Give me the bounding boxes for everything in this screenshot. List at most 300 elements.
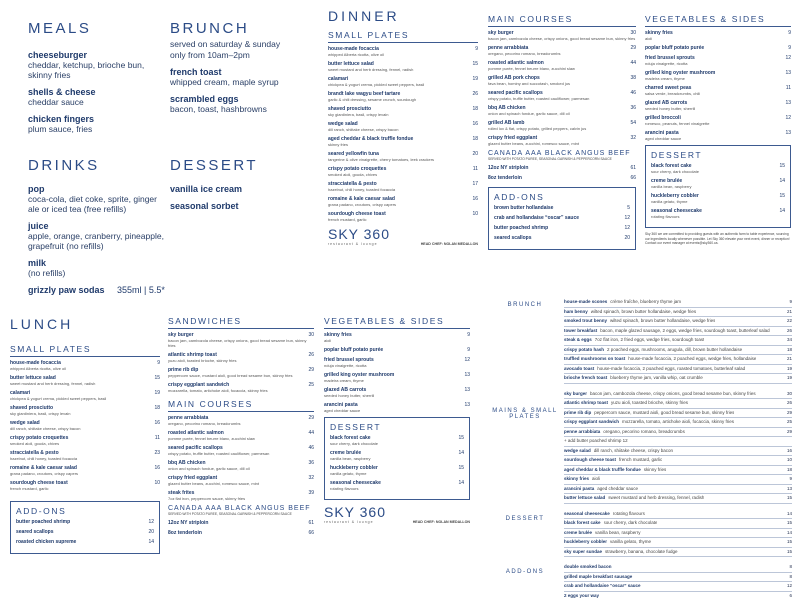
menu-item-name xyxy=(28,221,168,231)
item-price: 12 xyxy=(785,55,791,61)
row-description: sour cherry, dark chocolate xyxy=(603,520,658,525)
menu-item-description: hazelnut, chili honey, toasted focaccia xyxy=(328,187,396,192)
menu-item-description: crispy potato, truffle butter, roasted cauliflower, parmesan xyxy=(488,96,590,101)
menu-item xyxy=(324,372,470,383)
menu-item xyxy=(10,480,160,491)
menu-item-name xyxy=(170,184,310,194)
menu-item xyxy=(494,225,630,231)
menu-row xyxy=(564,298,792,308)
item-price: 355ml | 5.5* xyxy=(114,285,165,295)
row-name: double smoked bacon xyxy=(564,564,612,569)
menu-item xyxy=(168,460,314,471)
item-price: 10 xyxy=(472,211,478,217)
item-name: prime rib dip xyxy=(168,367,199,373)
item-name: creme brulée xyxy=(651,178,683,184)
menu-item xyxy=(488,30,636,41)
item-name: brown butter hollandaise xyxy=(494,204,554,211)
item-name: shells & cheese xyxy=(28,87,96,97)
menu-item-description: yuzu aioli, toasted brioche, skinny fries xyxy=(168,358,237,363)
meals-list xyxy=(28,50,158,134)
brunch-block xyxy=(486,298,792,384)
item-name: french toast xyxy=(170,67,222,77)
lunch-sides-panel xyxy=(324,316,470,524)
item-name: 12oz NY striploin xyxy=(488,164,529,171)
item-name: seared yellowfin tuna xyxy=(328,151,379,157)
dinner-mains-panel xyxy=(488,14,636,250)
menu-item-description: tangerine & olive vinaigrette, cherry tomatoes, leek crackers xyxy=(328,157,435,162)
item-price: 32 xyxy=(630,135,636,141)
menu-item-name xyxy=(28,258,168,268)
lunch-main-list xyxy=(168,415,314,501)
item-price: 66 xyxy=(630,174,636,181)
menu-row xyxy=(564,428,792,438)
dinner-addons-box xyxy=(488,187,636,250)
menu-row xyxy=(564,308,792,318)
item-price: 16 xyxy=(154,420,160,426)
item-name: brandt lake wagyu beef tartare xyxy=(328,91,401,97)
row-price: 25 xyxy=(786,419,792,424)
menu-item-description: chickpea & yogurt crema, pickled sweet peppers, basil xyxy=(10,396,107,401)
row-price: 26 xyxy=(786,400,792,405)
item-price: 17 xyxy=(472,181,478,187)
item-name: butter poached shrimp xyxy=(494,224,549,231)
mains-block xyxy=(486,390,792,504)
row-description: wilted spinach, brown butter hollandaise, wedge fries xyxy=(610,318,716,323)
item-name: 12oz NY striploin xyxy=(168,519,209,526)
row-price: 22 xyxy=(786,318,792,323)
row-price: 15 xyxy=(786,520,792,525)
menu-item-description: sweet mustard and herb dressing, fennel, radish xyxy=(10,381,96,386)
menu-row xyxy=(564,346,792,356)
row-price: 10 xyxy=(786,457,792,462)
menu-row xyxy=(564,456,792,466)
menu-item xyxy=(645,70,791,81)
dinner-veg-list xyxy=(645,30,791,141)
item-name: huckleberry cobbler xyxy=(651,193,699,199)
menu-item xyxy=(170,67,320,87)
row-price: 34 xyxy=(786,337,792,342)
item-price: 12 xyxy=(148,519,154,525)
item-price: 15 xyxy=(458,435,464,441)
row-name: huckleberry cobbler xyxy=(564,539,608,544)
row-description: 7oz flat iron, 2 fried eggs, wedge fries, sourdough toast xyxy=(594,337,705,342)
menu-item-description: whipped Alberta ricotta, olive oil xyxy=(328,52,385,57)
dinner-main-list xyxy=(488,30,636,146)
menu-item-description: apple, orange, cranberry, pineapple, grapefruit (no refills) xyxy=(28,231,164,251)
menu-item-description: peppercorn sauce, mustard aioli, good bread sesame bun, skinny fries xyxy=(168,373,293,378)
mains-rows xyxy=(564,390,792,504)
menu-item xyxy=(645,55,791,66)
row-description: bacon jam, cambozola cheese, crispy onions, good bread sesame bun, skinny fries xyxy=(590,390,756,396)
menu-item-name xyxy=(645,45,791,51)
lunch-addons-list xyxy=(16,519,154,545)
menu-item-name xyxy=(488,175,636,181)
item-price: 9 xyxy=(788,30,791,36)
menu-item xyxy=(328,76,478,87)
menu-item xyxy=(488,165,636,171)
dessert-rows xyxy=(564,510,792,558)
menu-item xyxy=(28,87,158,107)
menu-item xyxy=(488,135,636,146)
meals-heading: MEALS xyxy=(28,20,92,37)
menu-row xyxy=(564,317,792,327)
drinks-heading: DRINKS xyxy=(28,157,100,174)
menu-item-description: sky giardiniera, basil, crispy levain xyxy=(328,112,389,117)
row-description: house-made focaccia, 2 poached eggs, roasted tomatoes, butterleaf salad xyxy=(597,365,746,371)
drinks-list xyxy=(28,184,168,295)
menu-item xyxy=(330,435,464,446)
item-price: 46 xyxy=(630,90,636,96)
item-name: stracciatella & pesto xyxy=(10,450,59,456)
item-name: romaine & kale caesar salad xyxy=(10,465,77,471)
dinner-dessert-list xyxy=(651,163,785,219)
menu-item-name xyxy=(324,347,470,353)
menu-row xyxy=(564,538,792,548)
menu-item-description: smoked aioli, gouda, chives xyxy=(10,441,60,446)
menu-row xyxy=(564,582,792,592)
row-price: 9 xyxy=(789,299,792,304)
menu-item xyxy=(488,60,636,71)
row-price: 6 xyxy=(789,592,792,598)
item-price: 13 xyxy=(785,70,791,76)
row-description: skinny fries xyxy=(643,466,667,472)
item-price: 16 xyxy=(472,121,478,127)
menu-item xyxy=(16,519,154,525)
item-price: 54 xyxy=(630,120,636,126)
menu-item-description: vanilla bean, raspberry xyxy=(651,184,692,189)
menu-item-name xyxy=(168,530,314,536)
item-price: 66 xyxy=(308,529,314,536)
menu-item xyxy=(330,465,464,476)
lunch-addons-box xyxy=(10,501,160,554)
item-name: butter poached shrimp xyxy=(16,519,71,525)
menu-item-description: bacon jam, cambozola cheese, crispy onions, good bread sesame bun, skinny fries xyxy=(488,36,636,41)
row-description: + add butter poached shrimp 12 xyxy=(564,438,628,443)
item-price: 10 xyxy=(154,480,160,486)
item-price: 30 xyxy=(308,332,314,338)
menu-item xyxy=(16,539,154,545)
menu-item xyxy=(651,208,785,219)
dinner-main-courses-heading: MAIN COURSES xyxy=(488,14,636,27)
row-price: 16 xyxy=(786,447,792,453)
row-name: house-made scones xyxy=(564,299,608,304)
menu-item-description: sky giardiniera, basil, crispy levain xyxy=(10,411,71,416)
item-price: 11 xyxy=(154,435,160,441)
item-price: 13 xyxy=(785,100,791,106)
menu-item-description: madeira cream, thyme xyxy=(324,378,364,383)
row-description: crème fraîche, blueberry thyme jam xyxy=(610,299,682,304)
menu-row xyxy=(564,327,792,337)
menu-item-name xyxy=(494,205,630,211)
item-name: sky burger xyxy=(168,332,194,338)
menu-item-description: sweet mustard and herb dressing, fennel, radish xyxy=(328,67,414,72)
item-price: 13 xyxy=(464,387,470,393)
dinner-beef-note: SERVED WITH POTATO PUREE, SEASONAL GARNISH & PEPPERCORN SAUCE xyxy=(488,157,612,161)
item-name: seasonal sorbet xyxy=(170,201,239,211)
menu-item-description: grana padano, croutons, crispy capers xyxy=(328,202,397,207)
menu-item-description: rotating flavours xyxy=(330,486,359,491)
menu-row xyxy=(564,336,792,346)
row-price: 18 xyxy=(786,346,792,352)
lunch-beef-note: SERVED WITH POTATO PUREE, SEASONAL GARNISH & PEPPERCORN SAUCE xyxy=(168,512,292,516)
menu-item xyxy=(488,90,636,101)
menu-item xyxy=(170,201,310,211)
row-name: arancini pasta xyxy=(564,485,595,491)
row-name: black forest cake xyxy=(564,520,601,525)
row-description: aioli xyxy=(592,476,601,481)
item-name: seared scallops xyxy=(16,529,54,535)
menu-item-name xyxy=(28,285,168,295)
item-price: 26 xyxy=(308,352,314,358)
menu-item-description: nduja vinaigrette, ricotta xyxy=(324,363,367,368)
item-name: arancini pasta xyxy=(645,130,679,136)
row-name: sourdough cheese toast xyxy=(564,457,617,462)
item-name: vanilla ice cream xyxy=(170,184,243,194)
menu-item xyxy=(328,151,478,162)
item-price: 36 xyxy=(630,105,636,111)
menu-item xyxy=(328,136,478,147)
item-price: 46 xyxy=(308,445,314,451)
menu-item-name xyxy=(28,184,168,194)
menu-item xyxy=(645,130,791,141)
item-price: 18 xyxy=(154,405,160,411)
item-price: 13 xyxy=(785,130,791,136)
item-price: 12 xyxy=(624,224,630,231)
row-name: ham benny xyxy=(564,308,588,314)
menu-item-name xyxy=(16,539,154,545)
item-name: grilled AB lamb xyxy=(488,120,525,126)
menu-item-description: sour cherry, dark chocolate xyxy=(330,441,378,446)
menu-item xyxy=(16,529,154,535)
menu-item xyxy=(494,235,630,241)
menu-item xyxy=(28,114,158,134)
item-name: crispy eggplant sandwich xyxy=(168,382,230,388)
item-name: shaved prosciutto xyxy=(328,106,372,112)
item-name: sourdough cheese toast xyxy=(328,211,386,217)
mains-side-label: MAINS & SMALL PLATES xyxy=(492,407,558,420)
item-name: roasted atlantic salmon xyxy=(488,60,544,66)
brunch-list xyxy=(170,67,320,114)
menu-row xyxy=(564,399,792,409)
menu-item-description: dill ranch, shiitake cheese, crispy bacon xyxy=(10,426,81,431)
menu-item xyxy=(10,360,160,371)
row-description: vanilla bean, raspberry xyxy=(595,529,641,535)
menu-item xyxy=(168,367,314,378)
menu-item xyxy=(168,415,314,426)
menu-row xyxy=(564,529,792,539)
item-name: juice xyxy=(28,221,49,231)
dinner-small-plates-heading: SMALL PLATES xyxy=(328,30,478,43)
row-price: 19 xyxy=(786,365,792,371)
menu-item xyxy=(494,205,630,211)
row-name: seasonal cheesecake xyxy=(564,510,610,516)
row-name: sky burger xyxy=(564,390,588,396)
row-name: steak & eggs xyxy=(564,337,592,342)
dinner-dessert-heading: DESSERT xyxy=(651,150,703,160)
item-price: 18 xyxy=(472,106,478,112)
row-name: tower breakfast xyxy=(564,327,598,333)
meals-section xyxy=(28,20,158,141)
row-price: 21 xyxy=(786,356,792,361)
menu-item-description: romesco, peanuts, fennel vinaigrette xyxy=(645,121,710,126)
item-name: crispy fried eggplant xyxy=(168,475,218,481)
item-price: 36 xyxy=(308,460,314,466)
menu-row xyxy=(564,494,792,504)
menu-item-description: dill ranch, shiitake cheese, crispy bacon xyxy=(328,127,399,132)
menu-item-description: seeded honey butter, sherrill xyxy=(645,106,696,111)
menu-item xyxy=(488,105,636,116)
menu-row xyxy=(564,510,792,520)
menu-item-description: madeira cream, thyme xyxy=(645,76,685,81)
dinner-fine-print: Sky 360 we are committed to providing guests with an authentic farm to table experience, sourcing our ingredients locally whenever possible. Let Sky 360 elevate your next event, dinner or reception! Contact our event manager at events@sky360.ca. xyxy=(645,232,790,245)
menu-row xyxy=(564,418,792,428)
row-price: 14 xyxy=(786,510,792,516)
item-price: 19 xyxy=(472,76,478,82)
item-name: atlantic shrimp toast xyxy=(168,352,217,358)
menu-item xyxy=(324,357,470,368)
menu-row xyxy=(564,365,792,375)
row-price: 26 xyxy=(786,327,792,333)
dinner-panel xyxy=(328,8,478,298)
menu-item xyxy=(645,115,791,126)
menu-item-description: plum sauce, fries xyxy=(28,124,93,134)
item-price: 20 xyxy=(148,529,154,535)
item-name: skinny fries xyxy=(645,30,673,36)
menu-item-name xyxy=(168,520,314,526)
menu-row xyxy=(564,573,792,583)
menu-item-description: glazed butter beans, zucchini, romesco sauce, mint xyxy=(488,141,579,146)
item-price: 26 xyxy=(472,91,478,97)
row-description: rotating flavours xyxy=(612,510,645,516)
item-name: grilled AB pork chops xyxy=(488,75,540,81)
dinner-dessert-box xyxy=(645,145,791,228)
menu-item xyxy=(168,430,314,441)
menu-row xyxy=(564,485,792,495)
menu-item xyxy=(494,215,630,221)
menu-item xyxy=(488,45,636,56)
item-price: 14 xyxy=(779,208,785,214)
item-price: 44 xyxy=(630,60,636,66)
item-name: romaine & kale caesar salad xyxy=(328,196,395,202)
menu-item-name xyxy=(28,50,158,60)
menu-item-description: glazed butter beans, zucchini, romesco sauce, mint xyxy=(168,481,259,486)
item-price: 14 xyxy=(458,480,464,486)
row-name: penne arrabbiata xyxy=(564,428,601,434)
menu-item xyxy=(168,530,314,536)
item-price: 12 xyxy=(624,214,630,221)
menu-item-description: bacon, toast, hashbrowns xyxy=(170,104,267,114)
dessert-side-label: DESSERT xyxy=(505,515,545,522)
item-name: 8oz tenderloin xyxy=(488,174,522,181)
lunch-chef-credit: HEAD CHEF: NOLAN MEDALLON xyxy=(412,519,470,524)
item-price: 15 xyxy=(779,193,785,199)
item-name: crispy potato croquettes xyxy=(328,166,387,172)
menu-item-description: cheddar sauce xyxy=(28,97,84,107)
row-price: 13 xyxy=(786,485,792,491)
item-price: 29 xyxy=(308,415,314,421)
item-name: calamari xyxy=(328,76,349,82)
item-name: house-made focaccia xyxy=(328,46,379,52)
menu-item xyxy=(170,94,320,114)
menu-item xyxy=(10,405,160,416)
lunch-dessert-box xyxy=(324,417,470,500)
lunch-panel xyxy=(10,316,160,554)
menu-row xyxy=(564,466,792,476)
item-name: butter lettuce salad xyxy=(10,375,56,381)
item-name: glazed AB carrots xyxy=(324,387,367,393)
item-price: 29 xyxy=(308,367,314,373)
item-name: roasted atlantic salmon xyxy=(168,430,224,436)
item-name: scrambled eggs xyxy=(170,94,239,104)
menu-item xyxy=(168,352,314,363)
menu-item xyxy=(488,120,636,131)
item-price: 14 xyxy=(148,539,154,545)
menu-row xyxy=(564,437,792,447)
menu-item xyxy=(10,450,160,461)
item-name: crab and hollandaise “oscar” sauce xyxy=(494,214,580,221)
menu-item xyxy=(168,382,314,393)
item-name: seared scallops xyxy=(494,234,532,241)
menu-item xyxy=(651,163,785,174)
item-name: roasted chicken supreme xyxy=(16,539,77,545)
lunch-dessert-list xyxy=(330,435,464,491)
menu-item xyxy=(330,480,464,491)
item-name: milk xyxy=(28,258,47,268)
dinner-addons-list xyxy=(494,205,630,241)
kids-dessert-section xyxy=(170,157,310,218)
menu-row xyxy=(564,563,792,573)
menu-item-description: pomme purée, fennel beurre blanc, zucchini slaw xyxy=(168,436,255,441)
menu-item xyxy=(328,61,478,72)
menu-item-description: rolled lox & flat, crispy potato, grilled peppers, calvin jus xyxy=(488,126,587,131)
item-price: 25 xyxy=(308,382,314,388)
menu-item-name xyxy=(494,225,630,231)
item-name: shaved prosciutto xyxy=(10,405,54,411)
menu-item-description: whipped Alberta ricotta, olive oil xyxy=(10,366,67,371)
menu-row xyxy=(564,374,792,384)
lunch-sandwiches-list xyxy=(168,332,314,393)
menu-item xyxy=(645,100,791,111)
drinks-section xyxy=(28,157,168,302)
menu-item-name xyxy=(170,67,320,77)
item-name: sky burger xyxy=(488,30,514,36)
item-name: grilled broccoli xyxy=(645,115,681,121)
menu-item xyxy=(324,347,470,353)
item-name: crispy potato croquettes xyxy=(10,435,69,441)
item-name: aged cheddar & black truffle fondue xyxy=(328,136,414,142)
row-description: house-made focaccia, 2 poached eggs, wedge fries, hollandaise xyxy=(628,356,757,361)
item-price: 61 xyxy=(630,164,636,171)
menu-item xyxy=(28,184,168,214)
lunch-heading: LUNCH xyxy=(10,316,74,332)
dinner-chef-credit: HEAD CHEF: NOLAN MEDALLON xyxy=(420,241,478,246)
menu-item xyxy=(324,332,470,343)
dinner-sides-panel xyxy=(645,14,791,246)
row-price: 29 xyxy=(786,409,792,415)
item-price: 11 xyxy=(472,166,478,172)
menu-item-description: aged cheddar sauce xyxy=(645,136,682,141)
item-name: penne arrabbiata xyxy=(168,415,209,421)
item-name: calamari xyxy=(10,390,31,396)
lunch-sandwiches-panel xyxy=(168,316,314,540)
menu-item xyxy=(328,196,478,207)
menu-item xyxy=(10,465,160,476)
lunch-main-heading: MAIN COURSES xyxy=(168,399,314,412)
row-price: 12 xyxy=(786,583,792,588)
dinner-heading: DINNER xyxy=(328,8,400,24)
item-name: 8oz tenderloin xyxy=(168,529,202,536)
menu-row xyxy=(564,475,792,485)
